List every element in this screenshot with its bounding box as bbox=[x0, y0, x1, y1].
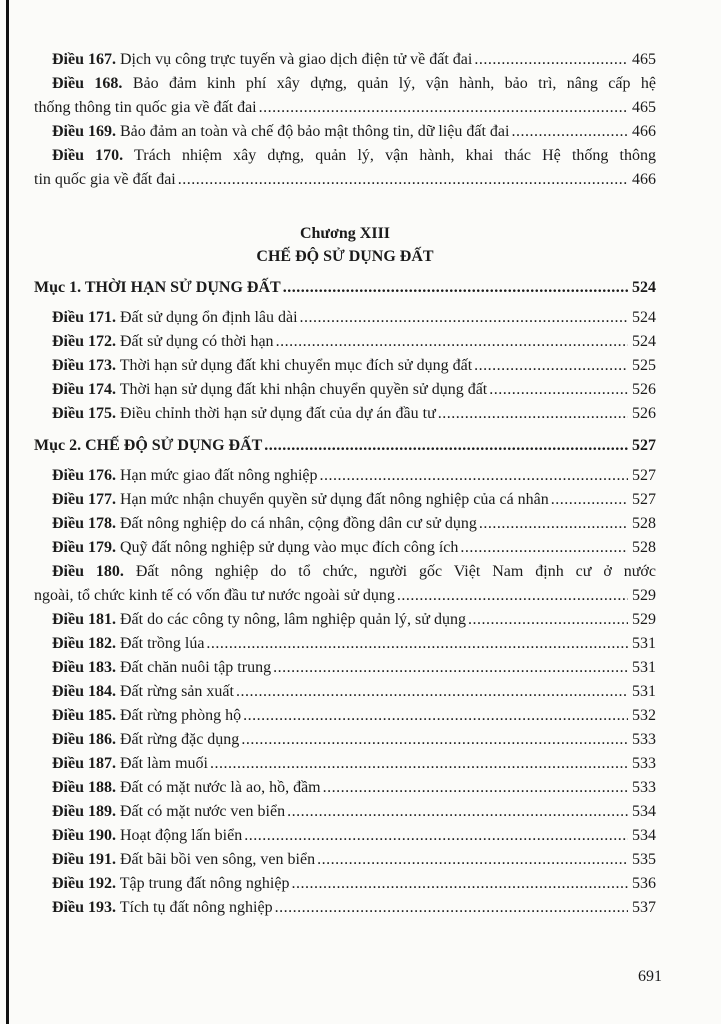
article-number: Điều 170. bbox=[52, 147, 124, 164]
article-number: Điều 183. bbox=[52, 659, 116, 676]
entry-title: Dịch vụ công trực tuyến và giao dịch điện tử về đất đai bbox=[120, 51, 473, 68]
entry-title: Đất rừng đặc dụng bbox=[120, 731, 240, 748]
entry-first-line bbox=[34, 560, 656, 584]
dot-leader bbox=[206, 632, 628, 656]
dot-leader bbox=[210, 752, 628, 776]
dot-leader bbox=[438, 402, 628, 426]
entry-title-line1: Trách nhiệm xây dựng, quản lý, vận hành, khai thác Hệ thống thông bbox=[134, 147, 657, 164]
article-number: Điều 180. bbox=[52, 563, 124, 580]
toc-entry[interactable] bbox=[34, 536, 656, 560]
entry-title: Đất làm muối bbox=[120, 755, 208, 772]
toc-entry[interactable] bbox=[34, 632, 656, 656]
entry-second-line bbox=[34, 584, 656, 608]
entry-page: 532 bbox=[632, 707, 656, 724]
entry-title: Đất chăn nuôi tập trung bbox=[120, 659, 272, 676]
entry-page: 528 bbox=[632, 515, 656, 532]
entry-title: Đất sử dụng có thời hạn bbox=[120, 333, 274, 350]
entry-title-line2: thống thông tin quốc gia về đất đai bbox=[34, 99, 257, 116]
entry-page: 465 bbox=[632, 51, 656, 68]
entry-page: 529 bbox=[632, 587, 656, 604]
dot-leader bbox=[276, 330, 628, 354]
article-number: Điều 188. bbox=[52, 779, 116, 796]
entry-page: 528 bbox=[632, 539, 656, 556]
article-number: Điều 187. bbox=[52, 755, 116, 772]
article-number: Điều 190. bbox=[52, 827, 116, 844]
entry-title: Thời hạn sử dụng đất khi nhận chuyển quyền sử dụng đất bbox=[119, 381, 488, 398]
entry-page: 536 bbox=[632, 875, 656, 892]
entry-first-line bbox=[34, 72, 656, 96]
toc-entry[interactable] bbox=[34, 144, 656, 192]
entry-title: Tập trung đất nông nghiệp bbox=[119, 875, 290, 892]
entry-page: 531 bbox=[632, 659, 656, 676]
entry-page: 535 bbox=[632, 851, 656, 868]
toc-entry[interactable] bbox=[34, 560, 656, 608]
entry-page: 526 bbox=[632, 405, 656, 422]
entry-page: 525 bbox=[632, 357, 656, 374]
toc-entry[interactable] bbox=[34, 776, 656, 800]
entry-title: Đất do các công ty nông, lâm nghiệp quản lý, sử dụng bbox=[120, 611, 466, 628]
dot-leader bbox=[474, 354, 628, 378]
entry-title: Đất bãi bồi ven sông, ven biển bbox=[120, 851, 316, 868]
entry-page: 524 bbox=[632, 333, 656, 350]
entry-page: 524 bbox=[632, 309, 656, 326]
article-number: Điều 174. bbox=[52, 381, 116, 398]
entry-line bbox=[34, 354, 656, 378]
dot-leader bbox=[291, 872, 628, 896]
entry-line bbox=[34, 656, 656, 680]
entry-line bbox=[34, 464, 656, 488]
entry-title: Đất có mặt nước ven biển bbox=[120, 803, 286, 820]
entry-title-line2: tin quốc gia về đất đai bbox=[34, 171, 176, 188]
entry-page: 465 bbox=[632, 99, 656, 116]
entry-line bbox=[34, 608, 656, 632]
article-number: Điều 169. bbox=[52, 123, 116, 140]
entry-line bbox=[34, 488, 656, 512]
dot-leader bbox=[178, 168, 628, 192]
entry-title: Đất sử dụng ổn định lâu dài bbox=[120, 309, 298, 326]
article-number: Điều 168. bbox=[52, 75, 123, 92]
entry-title: Đất rừng sản xuất bbox=[120, 683, 234, 700]
toc-entry[interactable] bbox=[34, 354, 656, 378]
entry-title: Đất có mặt nước là ao, hồ, đầm bbox=[120, 779, 321, 796]
dot-leader bbox=[283, 276, 628, 300]
dot-leader bbox=[511, 120, 628, 144]
entry-page: 531 bbox=[632, 683, 656, 700]
article-number: Điều 172. bbox=[52, 333, 116, 350]
entry-line bbox=[34, 402, 656, 426]
toc-entry[interactable] bbox=[34, 306, 656, 330]
entry-line bbox=[34, 824, 656, 848]
article-number: Điều 189. bbox=[52, 803, 116, 820]
dot-leader bbox=[489, 378, 628, 402]
entry-title: Quỹ đất nông nghiệp sử dụng vào mục đích công ích bbox=[120, 539, 459, 556]
article-number: Điều 175. bbox=[52, 405, 116, 422]
entry-line bbox=[34, 536, 656, 560]
entry-page: 529 bbox=[632, 611, 656, 628]
article-number: Điều 177. bbox=[52, 491, 116, 508]
section-title: Mục 2. CHẾ ĐỘ SỬ DỤNG ĐẤT bbox=[34, 437, 263, 454]
article-number: Điều 192. bbox=[52, 875, 116, 892]
entry-title: Điều chỉnh thời hạn sử dụng đất của dự án đầu tư bbox=[120, 405, 436, 422]
dot-leader bbox=[264, 434, 628, 458]
entry-title-line2: ngoài, tổ chức kinh tế có vốn đầu tư nước ngoài sử dụng bbox=[34, 587, 395, 604]
dot-leader bbox=[479, 512, 628, 536]
toc-entry[interactable] bbox=[34, 378, 656, 402]
toc-entry[interactable] bbox=[34, 848, 656, 872]
toc-entry[interactable] bbox=[34, 896, 656, 920]
article-number: Điều 186. bbox=[52, 731, 116, 748]
entry-line bbox=[34, 512, 656, 536]
entry-title: Tích tụ đất nông nghiệp bbox=[119, 899, 273, 916]
article-number: Điều 173. bbox=[52, 357, 116, 374]
section-heading[interactable] bbox=[34, 276, 656, 300]
article-number: Điều 167. bbox=[52, 51, 116, 68]
toc-entry[interactable] bbox=[34, 512, 656, 536]
chapter-label: Chương XIII bbox=[299, 225, 391, 242]
dot-leader bbox=[320, 464, 628, 488]
dot-leader bbox=[236, 680, 628, 704]
article-number: Điều 181. bbox=[52, 611, 116, 628]
article-number: Điều 185. bbox=[52, 707, 116, 724]
entry-line bbox=[34, 120, 656, 144]
section-page: 527 bbox=[632, 437, 656, 454]
entry-title: Bảo đảm an toàn và chế độ bảo mật thông tin, dữ liệu đất đai bbox=[120, 123, 510, 140]
entry-page: 537 bbox=[632, 899, 656, 916]
entry-line bbox=[34, 896, 656, 920]
entry-page: 526 bbox=[632, 381, 656, 398]
toc-entry[interactable] bbox=[34, 488, 656, 512]
toc-entry[interactable] bbox=[34, 752, 656, 776]
entry-second-line bbox=[34, 96, 656, 120]
dot-leader bbox=[275, 896, 628, 920]
article-number: Điều 171. bbox=[52, 309, 116, 326]
entry-title-line1: Đất nông nghiệp do tổ chức, người gốc Việt Nam định cư ở nước bbox=[135, 563, 656, 580]
article-number: Điều 184. bbox=[52, 683, 116, 700]
entry-page: 534 bbox=[632, 827, 656, 844]
dot-leader bbox=[243, 704, 628, 728]
article-number: Điều 179. bbox=[52, 539, 116, 556]
entry-title: Hoạt động lấn biển bbox=[120, 827, 243, 844]
entry-line bbox=[34, 872, 656, 896]
section-heading[interactable] bbox=[34, 434, 656, 458]
table-of-contents bbox=[34, 48, 656, 920]
toc-entry[interactable] bbox=[34, 464, 656, 488]
dot-leader bbox=[468, 608, 628, 632]
entry-line bbox=[34, 48, 656, 72]
entry-page: 466 bbox=[632, 171, 656, 188]
entry-line bbox=[34, 330, 656, 354]
dot-leader bbox=[551, 488, 628, 512]
dot-leader bbox=[244, 824, 628, 848]
entry-title: Đất trồng lúa bbox=[120, 635, 205, 652]
entry-title: Đất nông nghiệp do cá nhân, cộng đồng dân cư sử dụng bbox=[120, 515, 477, 532]
entry-title: Hạn mức nhận chuyển quyền sử dụng đất nông nghiệp của cá nhân bbox=[120, 491, 549, 508]
entry-page: 533 bbox=[632, 755, 656, 772]
entry-line bbox=[34, 800, 656, 824]
entry-line bbox=[34, 728, 656, 752]
entry-second-line bbox=[34, 168, 656, 192]
dot-leader bbox=[259, 96, 628, 120]
toc-entry[interactable] bbox=[34, 402, 656, 426]
article-number: Điều 191. bbox=[52, 851, 116, 868]
toc-entry[interactable] bbox=[34, 704, 656, 728]
dot-leader bbox=[287, 800, 628, 824]
toc-entry[interactable] bbox=[34, 120, 656, 144]
entry-title: Thời hạn sử dụng đất khi chuyển mục đích sử dụng đất bbox=[119, 357, 473, 374]
page-edge bbox=[6, 0, 9, 1024]
entry-page: 533 bbox=[632, 731, 656, 748]
dot-leader bbox=[460, 536, 628, 560]
article-number: Điều 178. bbox=[52, 515, 116, 532]
toc-entry[interactable] bbox=[34, 824, 656, 848]
entry-line bbox=[34, 752, 656, 776]
entry-line bbox=[34, 776, 656, 800]
dot-leader bbox=[474, 48, 628, 72]
entry-first-line bbox=[34, 144, 656, 168]
toc-entry[interactable] bbox=[34, 800, 656, 824]
entry-line bbox=[34, 848, 656, 872]
section-page: 524 bbox=[632, 279, 656, 296]
section-title: Mục 1. THỜI HẠN SỬ DỤNG ĐẤT bbox=[34, 279, 281, 296]
toc-entry[interactable] bbox=[34, 330, 656, 354]
entry-title: Hạn mức giao đất nông nghiệp bbox=[120, 467, 318, 484]
entry-page: 527 bbox=[632, 491, 656, 508]
entry-page: 531 bbox=[632, 635, 656, 652]
dot-leader bbox=[397, 584, 628, 608]
entry-page: 533 bbox=[632, 779, 656, 796]
entry-page: 534 bbox=[632, 803, 656, 820]
dot-leader bbox=[323, 776, 628, 800]
toc-entry[interactable] bbox=[34, 728, 656, 752]
toc-entry[interactable] bbox=[34, 872, 656, 896]
toc-entry[interactable] bbox=[34, 72, 656, 120]
entry-title: Đất rừng phòng hộ bbox=[120, 707, 242, 724]
toc-entry[interactable] bbox=[34, 680, 656, 704]
entry-title-line1: Bảo đảm kinh phí xây dựng, quản lý, vận hành, bảo trì, nâng cấp hệ bbox=[132, 75, 657, 92]
article-number: Điều 176. bbox=[52, 467, 116, 484]
dot-leader bbox=[300, 306, 628, 330]
toc-entry[interactable] bbox=[34, 48, 656, 72]
entry-page: 466 bbox=[632, 123, 656, 140]
entry-page: 527 bbox=[632, 467, 656, 484]
toc-entry[interactable] bbox=[34, 608, 656, 632]
article-number: Điều 193. bbox=[52, 899, 116, 916]
article-number: Điều 182. bbox=[52, 635, 116, 652]
entry-line bbox=[34, 632, 656, 656]
dot-leader bbox=[317, 848, 628, 872]
dot-leader bbox=[273, 656, 628, 680]
dot-leader bbox=[241, 728, 628, 752]
page-number: 691 bbox=[638, 968, 662, 985]
entry-line bbox=[34, 704, 656, 728]
toc-entry[interactable] bbox=[34, 656, 656, 680]
entry-line bbox=[34, 680, 656, 704]
chapter-title: CHẾ ĐỘ SỬ DỤNG ĐẤT bbox=[256, 248, 434, 265]
entry-line bbox=[34, 306, 656, 330]
entry-line bbox=[34, 378, 656, 402]
